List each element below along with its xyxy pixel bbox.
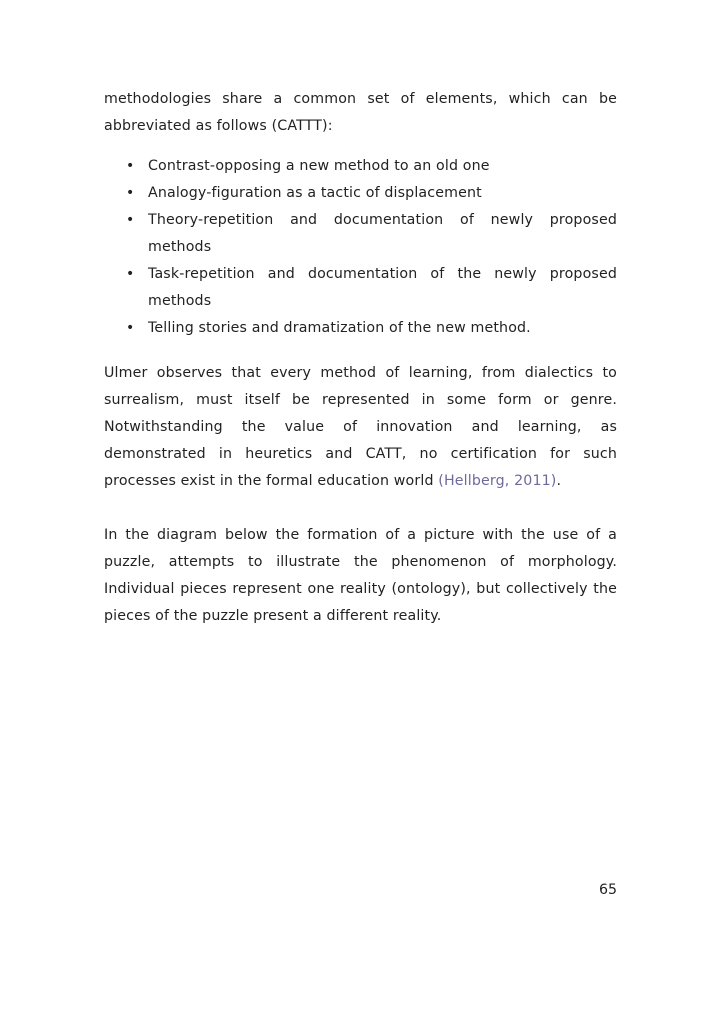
page-content: [104, 86, 617, 630]
ulmer-end: .: [556, 473, 562, 489]
cattt-list: [104, 153, 617, 342]
list-item: • Telling stories and dramatization of the new method.: [148, 315, 617, 342]
list-item: • Theory-repetition and documentation of newly proposed methods: [148, 207, 617, 261]
list-item: • Analogy-figuration as a tactic of displacement: [148, 180, 617, 207]
bullet-icon: •: [126, 320, 135, 336]
page-number: 65: [598, 882, 617, 898]
list-item: • Contrast-opposing a new method to an old one: [148, 153, 617, 180]
citation-link[interactable]: (Hellberg, 2011): [438, 473, 557, 489]
bullet-icon: •: [126, 185, 135, 201]
bullet-icon: •: [126, 266, 135, 282]
bullet-icon: •: [126, 158, 135, 174]
list-item: • Task-repetition and documentation of the newly proposed methods: [148, 261, 617, 315]
ulmer-text: Ulmer observes that every method of learning, from dialectics to surrealism, must itself be represented in some form or genre. Notwithstanding the value of innovation and learning, as demonstrated in heuretics and CATT, no certification for such processes exist in the formal education world: [104, 365, 617, 489]
bullet-icon: •: [126, 212, 135, 228]
ulmer-paragraph: [104, 360, 617, 495]
diagram-paragraph: In the diagram below the formation of a picture with the use of a puzzle, attempts to illustrate the phenomenon of morphology. Individual pieces represent one reality (ontology), but collectively the pieces of the puzzle present a different reality.: [104, 527, 617, 624]
intro-paragraph: methodologies share a common set of elements, which can be abbreviated as follows (CATTT):: [104, 91, 617, 134]
